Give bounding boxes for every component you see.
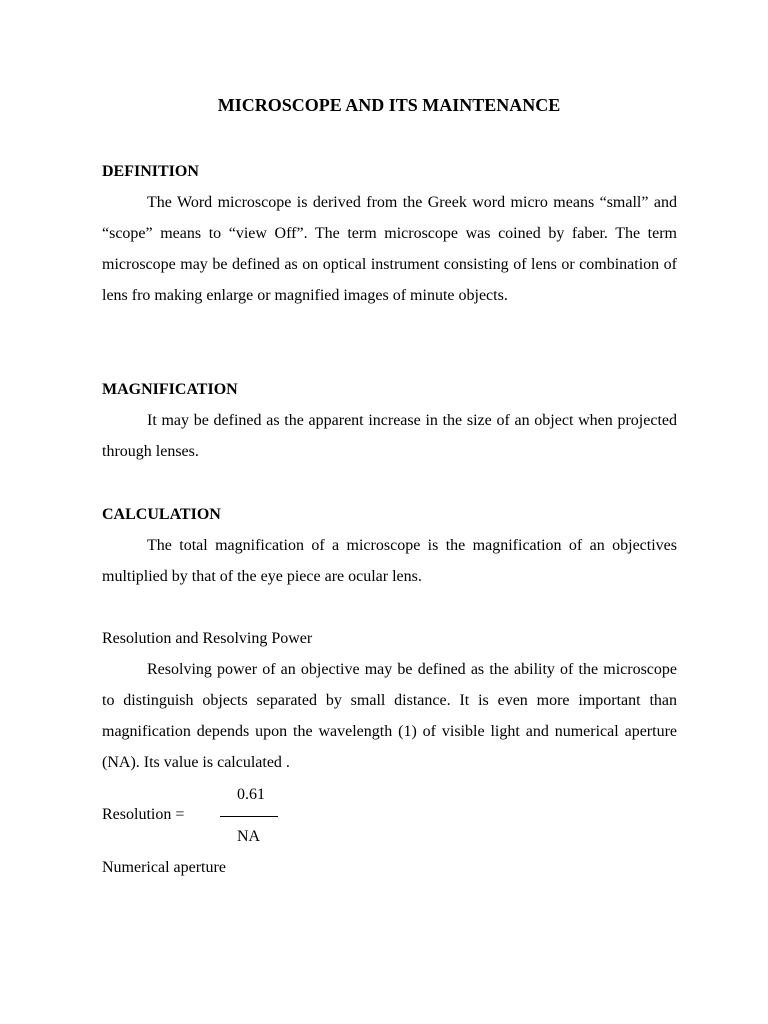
section-magnification [102,374,677,467]
formula-label: Resolution = [102,806,185,823]
section-resolution [102,623,677,778]
formula-numerator: 0.61 [237,786,265,803]
resolution-formula [102,783,402,853]
formula-denominator: NA [237,828,261,845]
section-heading-definition: DEFINITION [102,163,199,180]
section-text-calculation: The total magnification of a microscope is the magnification of an objectives multiplied by that of the eye piece are ocular lens. [102,537,677,585]
section-heading-resolution: Resolution and Resolving Power [102,630,313,647]
section-text-definition: The Word microscope is derived from the Greek word micro means “small” and “scope” means to “view Off”. The term microscope was coined by faber. The term microscope may be defined as on optical instrument consisting of lens or combination of lens fro making enlarge or magnified images of minute objects. [102,194,677,304]
section-heading-calculation: CALCULATION [102,506,221,523]
section-calculation [102,499,677,592]
fraction-bar [220,816,278,817]
trailing-text: Numerical aperture [102,859,226,876]
section-heading-magnification: MAGNIFICATION [102,381,238,398]
section-text-magnification: It may be defined as the apparent increase in the size of an object when projected through lenses. [102,412,677,460]
page-title: MICROSCOPE AND ITS MAINTENANCE [217,95,561,115]
section-definition [102,156,677,311]
section-text-resolution: Resolving power of an objective may be defined as the ability of the microscope to distinguish objects separated by small distance. It is even more important than magnification depends upon the wavelength (1) of visible light and numerical aperture (NA). Its value is calculated . [102,661,677,771]
